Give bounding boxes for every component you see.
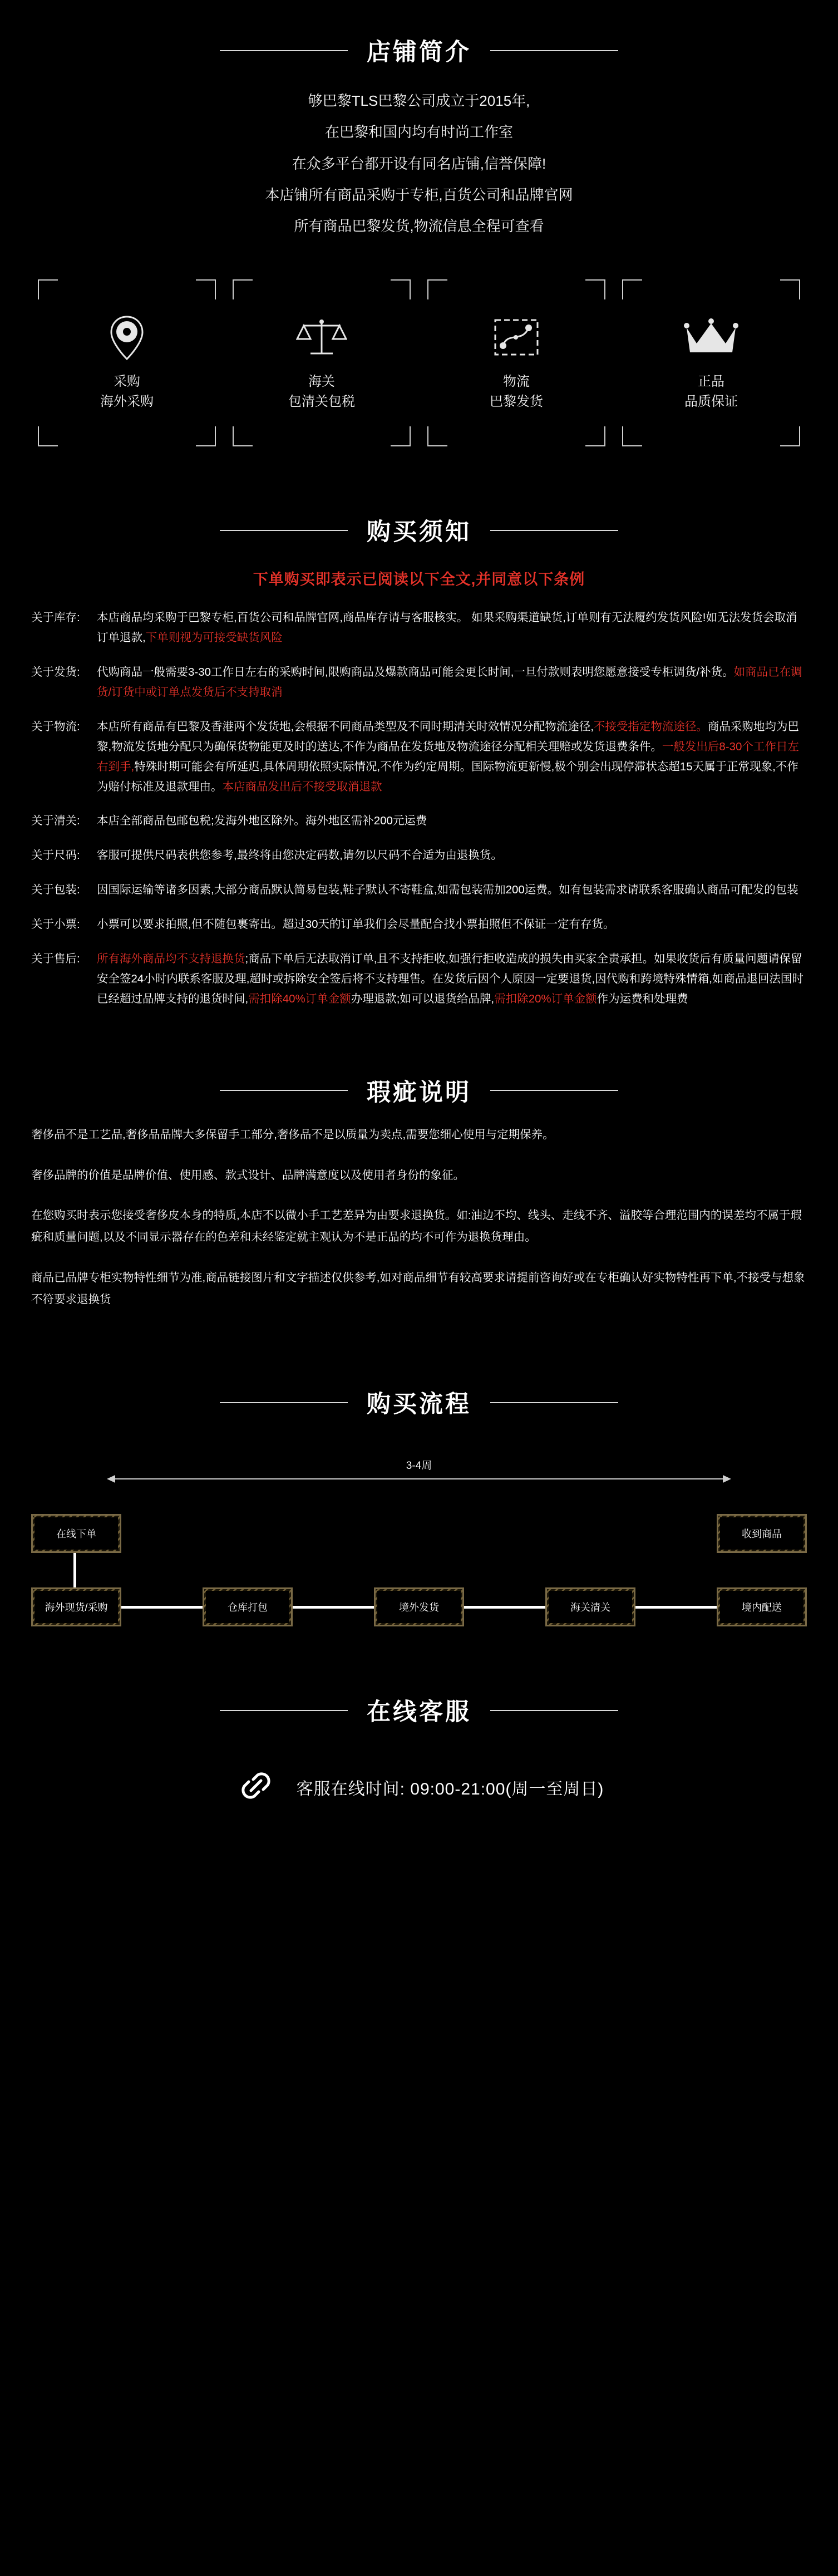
- feature-label-line2: 巴黎发货: [490, 394, 543, 410]
- notice-row: [31, 608, 807, 648]
- flow-node-received: [717, 1514, 807, 1553]
- feature-card-purchase: [38, 279, 216, 446]
- flow-diagram: [0, 1436, 838, 1660]
- feature-card-label: [100, 372, 154, 412]
- notice-text-segment: 商品采购地均为巴黎,物流发货地分配只为确保货物能更及时的送达,不作为商品在发货地及物流途径分配相关理赔或发货退费条件。: [97, 720, 799, 753]
- feature-card-label: [684, 372, 738, 412]
- flow-connector: [121, 1606, 203, 1609]
- flow-top-row: [31, 1514, 807, 1553]
- heading-rule-right: [490, 50, 618, 51]
- heading-rule-right: [490, 1090, 618, 1091]
- feature-card-logistics: [427, 279, 605, 446]
- notice-text-segment: 代购商品一般需要3-30工作日左右的采购时间,限购商品及爆款商品可能会更长时间,一旦付款则表明您愿意接受专柜调货/补货。: [97, 666, 734, 679]
- flow-node-warehouse-packing: [203, 1587, 293, 1626]
- heading-rule-right: [490, 530, 618, 531]
- heading-rule-left: [220, 530, 348, 531]
- flow-node-label: 境外发货: [377, 1591, 461, 1623]
- feature-label-line1: 海关: [308, 374, 335, 390]
- notice-row-body: [97, 717, 807, 797]
- service-title: 在线客服: [367, 1699, 471, 1726]
- notice-row-label: 关于小票:: [31, 918, 80, 931]
- flaw-paragraph: 商品已品牌专柜实物特性细节为准,商品链接图片和文字描述仅供参考,如对商品细节有较高要求请提前咨询好或在专柜确认好实物特性再下单,不接受与想象不符要求退换货: [31, 1271, 805, 1306]
- service-hours-row: [0, 1744, 838, 1855]
- flow-duration-arrow: [31, 1447, 807, 1514]
- intro-line: 在众多平台都开设有同名店铺,信誉保障!: [292, 155, 546, 172]
- feature-label-line1: 物流: [503, 374, 530, 390]
- intro-line: 所有商品巴黎发货,物流信息全程可查看: [294, 218, 544, 235]
- notice-text-segment: 本店商品均采购于巴黎专柜,百货公司和品牌官网,商品库存请与客服核实。 如果采购渠道缺货,订单则有无法履约发货风险!如无法发货会取消订单退款,: [97, 611, 797, 645]
- section-shop-intro: [0, 0, 838, 480]
- notice-row-body: [97, 880, 807, 900]
- feature-label-line2: 包清关包税: [288, 394, 355, 410]
- heading-rule-left: [220, 50, 348, 51]
- feature-label-line2: 品质保证: [684, 394, 738, 410]
- flow-node-label: 海外现货/采购: [34, 1591, 118, 1623]
- feature-card-customs: [233, 279, 411, 446]
- service-heading: [0, 1660, 838, 1744]
- flow-node-overseas-purchase: [31, 1587, 121, 1626]
- route-map-icon: [491, 314, 542, 362]
- feature-label-line2: 海外采购: [100, 394, 154, 410]
- section-purchase-notice: [0, 480, 838, 1040]
- section-flaw: [0, 1040, 838, 1353]
- heading-rule-left: [220, 1710, 348, 1711]
- purchase-notice-rows: [31, 608, 807, 1009]
- notice-text-segment: 下单则视为可接受缺货风险: [145, 631, 283, 645]
- notice-row-label: 关于清关:: [31, 814, 80, 828]
- intro-line: 够巴黎TLS巴黎公司成立于2015年,: [308, 92, 530, 109]
- notice-row-label: 关于包装:: [31, 883, 80, 897]
- flaw-heading: [0, 1040, 838, 1124]
- flow-node-label: 仓库打包: [206, 1591, 289, 1623]
- notice-row-label: 关于售后:: [31, 952, 80, 965]
- crown-icon: [683, 314, 739, 362]
- notice-row-body: [97, 662, 807, 702]
- notice-text-segment: 本店所有商品有巴黎及香港两个发货地,会根据不同商品类型及不同时期清关时效情况分配物流途径,: [97, 720, 594, 733]
- notice-text-segment: 办理退款;如可以退货给品牌,: [351, 992, 495, 1005]
- notice-row: [31, 949, 807, 1009]
- notice-text-segment: 需扣除40%订单金额: [248, 992, 351, 1005]
- section-flow: [0, 1352, 838, 1660]
- notice-row-label: 关于尺码:: [31, 849, 80, 862]
- notice-text-segment: 本店商品发出后不接受取消退款: [222, 780, 382, 793]
- flow-node-overseas-shipping: [374, 1587, 464, 1626]
- flow-connector: [635, 1606, 717, 1609]
- section-service: [0, 1660, 838, 1855]
- flow-title: 购买流程: [367, 1391, 471, 1418]
- notice-text-segment: 本店全部商品包邮包税;发海外地区除外。海外地区需补200元运费: [97, 814, 427, 828]
- feature-card-authentic: [622, 279, 800, 446]
- flow-node-label: 境内配送: [720, 1591, 804, 1623]
- notice-text-segment: 如商品已在调货/订货中或订单点发货后不支持取消: [97, 666, 802, 699]
- notice-text-segment: 小票可以要求拍照,但不随包裹寄出。超过30天的订单我们会尽量配合找小票拍照但不保证一定有存货。: [97, 918, 615, 931]
- notice-text-segment: 作为运费和处理费: [597, 992, 688, 1005]
- intro-line: 本店铺所有商品采购于专柜,百货公司和品牌官网: [265, 186, 573, 203]
- notice-row-body: [97, 608, 807, 648]
- notice-row-body: [97, 811, 807, 831]
- shop-intro-heading: [0, 0, 838, 84]
- notice-text-segment: 因国际运输等诸多因素,大部分商品默认简易包装,鞋子默认不寄鞋盒,如需包装需加200运费。如有包装需求请联系客服确认商品可配发的包装: [97, 883, 798, 897]
- heading-rule-right: [490, 1402, 618, 1403]
- flow-node-domestic-delivery: [717, 1587, 807, 1626]
- purchase-notice-lead: 下单购买即表示已阅读以下全文,并同意以下条例: [253, 571, 585, 588]
- location-pin-icon: [107, 314, 146, 362]
- notice-row: [31, 845, 807, 866]
- flaw-title: 瑕疵说明: [367, 1079, 471, 1106]
- flow-node-label: 海关清关: [549, 1591, 632, 1623]
- notice-row-label: 关于物流:: [31, 720, 80, 733]
- service-hours-text: 客服在线时间: 09:00-21:00(周一至周日): [296, 1779, 604, 1798]
- flaw-paragraph: 在您购买时表示您接受奢侈皮本身的特质,本店不以微小手工艺差异为由要求退换货。如:油边不均、线头、走线不齐、溢胶等合理范围内的误差均不属于瑕疵和质量问题,以及不同显示器存在的色差和未经鉴定就主观认为不是正品的均不可作为退换货理由。: [31, 1209, 802, 1244]
- flow-node-label: 收到商品: [720, 1517, 804, 1550]
- notice-text-segment: 特殊时期可能会有所延迟,具体周期依照实际情况,不作为约定周期。国际物流更新慢,极个别会出现停滞状态超15天属于正常现象,不作为赔付标准及退款理由。: [97, 760, 798, 793]
- flow-connector: [464, 1606, 545, 1609]
- heading-rule-left: [220, 1090, 348, 1091]
- notice-row: [31, 880, 807, 900]
- flow-bottom-row: [31, 1587, 807, 1626]
- flow-vertical-connector-strip: [31, 1553, 807, 1587]
- flaw-body: [0, 1124, 838, 1353]
- flow-duration-line: [115, 1478, 723, 1479]
- notice-row-body: [97, 845, 807, 866]
- notice-row: [31, 662, 807, 702]
- notice-row: [31, 717, 807, 797]
- notice-row-body: [97, 915, 807, 935]
- notice-row: [31, 811, 807, 831]
- notice-row: [31, 915, 807, 935]
- flow-node-order: [31, 1514, 121, 1553]
- scales-icon: [296, 314, 347, 362]
- feature-label-line1: 采购: [114, 374, 140, 390]
- flow-heading: [0, 1352, 838, 1436]
- flaw-paragraph: 奢侈品牌的价值是品牌价值、使用感、款式设计、品牌满意度以及使用者身份的象征。: [31, 1168, 465, 1182]
- link-chain-icon: [234, 1764, 278, 1810]
- purchase-notice-body: [0, 564, 838, 1040]
- notice-text-segment: 一般发出后8-30个工作日左右到手,: [97, 740, 799, 773]
- heading-rule-left: [220, 1402, 348, 1403]
- notice-row-label: 关于发货:: [31, 666, 80, 679]
- notice-text-segment: 客服可提供尺码表供您参考,最终将由您决定码数,请勿以尺码不合适为由退换货。: [97, 849, 502, 862]
- notice-row-body: [97, 949, 807, 1009]
- flaw-paragraph: 奢侈品不是工艺品,奢侈品品牌大多保留手工部分,奢侈品不是以质量为卖点,需要您细心使用与定期保养。: [31, 1128, 554, 1141]
- notice-text-segment: ;商品下单后无法取消订单,且不支持拒收,如强行拒收造成的损失由买家全责承担。如果收货后有质量问题请保留安全签24小时内联系客服及理,超时或拆除安全签后将不支持理售。在发货后因个人原因一定要退货,因代购和跨境特殊情箱,如商品退回法国时已经超过品牌支持的退货时间,: [97, 952, 804, 1005]
- flow-vertical-connector: [73, 1553, 76, 1587]
- notice-text-segment: 不接受指定物流途径。: [593, 720, 708, 733]
- flow-connector: [293, 1606, 374, 1609]
- feature-card-label: [288, 372, 355, 412]
- intro-line: 在巴黎和国内均有时尚工作室: [324, 124, 513, 141]
- purchase-notice-title: 购买须知: [367, 519, 471, 546]
- notice-text-segment: 所有海外商品均不支持退换货: [97, 952, 245, 965]
- feature-label-line1: 正品: [698, 374, 724, 390]
- shop-intro-text: [0, 84, 838, 266]
- flow-node-label: 在线下单: [34, 1517, 118, 1550]
- notice-text-segment: 需扣除20%订单金额: [494, 992, 597, 1005]
- feature-card-list: [0, 266, 838, 480]
- flow-node-customs: [545, 1587, 635, 1626]
- purchase-notice-heading: [0, 480, 838, 564]
- heading-rule-right: [490, 1710, 618, 1711]
- shop-intro-title: 店铺简介: [367, 39, 471, 66]
- feature-card-label: [490, 372, 543, 412]
- notice-row-label: 关于库存:: [31, 611, 80, 625]
- flow-duration-label: 3-4周: [406, 1460, 432, 1472]
